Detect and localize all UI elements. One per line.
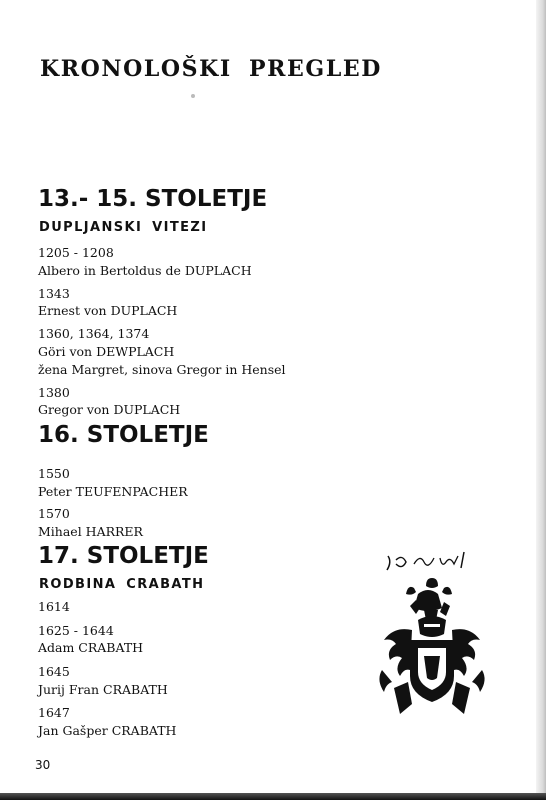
entry-date: 1647: [38, 705, 70, 720]
entry-date: 1550: [38, 466, 70, 481]
page-edge-shadow: [536, 0, 546, 800]
entry-date: 1380: [38, 385, 70, 400]
entry-text: Adam CRABATH: [38, 640, 144, 655]
page-bottom-edge: [0, 793, 546, 800]
section-heading-13-15: 13.- 15. STOLETJE: [38, 186, 268, 212]
entry-date: 1614: [38, 599, 70, 614]
entry-date: 1205 - 1208: [38, 245, 114, 260]
signature-scrawl: [387, 552, 464, 570]
section-subheading-crabath: RODBINA CRABATH: [39, 577, 205, 592]
entry-text: Göri von DEWPLACH: [38, 344, 175, 359]
entry-text: Jurij Fran CRABATH: [38, 682, 168, 697]
entry-date: 1645: [38, 664, 70, 679]
coat-of-arms-icon: [374, 548, 489, 723]
entry-text: Peter TEUFENPACHER: [38, 484, 188, 499]
crest: [406, 578, 452, 620]
section-heading-17: 17. STOLETJE: [38, 543, 209, 569]
helmet: [418, 616, 446, 637]
entry-text: Mihael HARRER: [38, 524, 143, 539]
section-subheading-dupljanski: DUPLJANSKI VITEZI: [39, 220, 208, 235]
page-title: KRONOLOŠKI PREGLED: [40, 56, 382, 82]
paper-speck: [191, 94, 195, 98]
entry-date: 1360, 1364, 1374: [38, 326, 150, 341]
entry-text: Gregor von DUPLACH: [38, 402, 181, 417]
entry-text: Albero in Bertoldus de DUPLACH: [38, 263, 252, 278]
entry-date: 1343: [38, 286, 70, 301]
entry-text: Jan Gašper CRABATH: [38, 723, 177, 738]
section-heading-16: 16. STOLETJE: [38, 422, 209, 448]
page-number: 30: [35, 758, 51, 772]
entry-text: Ernest von DUPLACH: [38, 303, 178, 318]
entry-date: 1570: [38, 506, 70, 521]
entry-date: 1625 - 1644: [38, 623, 114, 638]
entry-text: žena Margret, sinova Gregor in Hensel: [38, 362, 286, 377]
